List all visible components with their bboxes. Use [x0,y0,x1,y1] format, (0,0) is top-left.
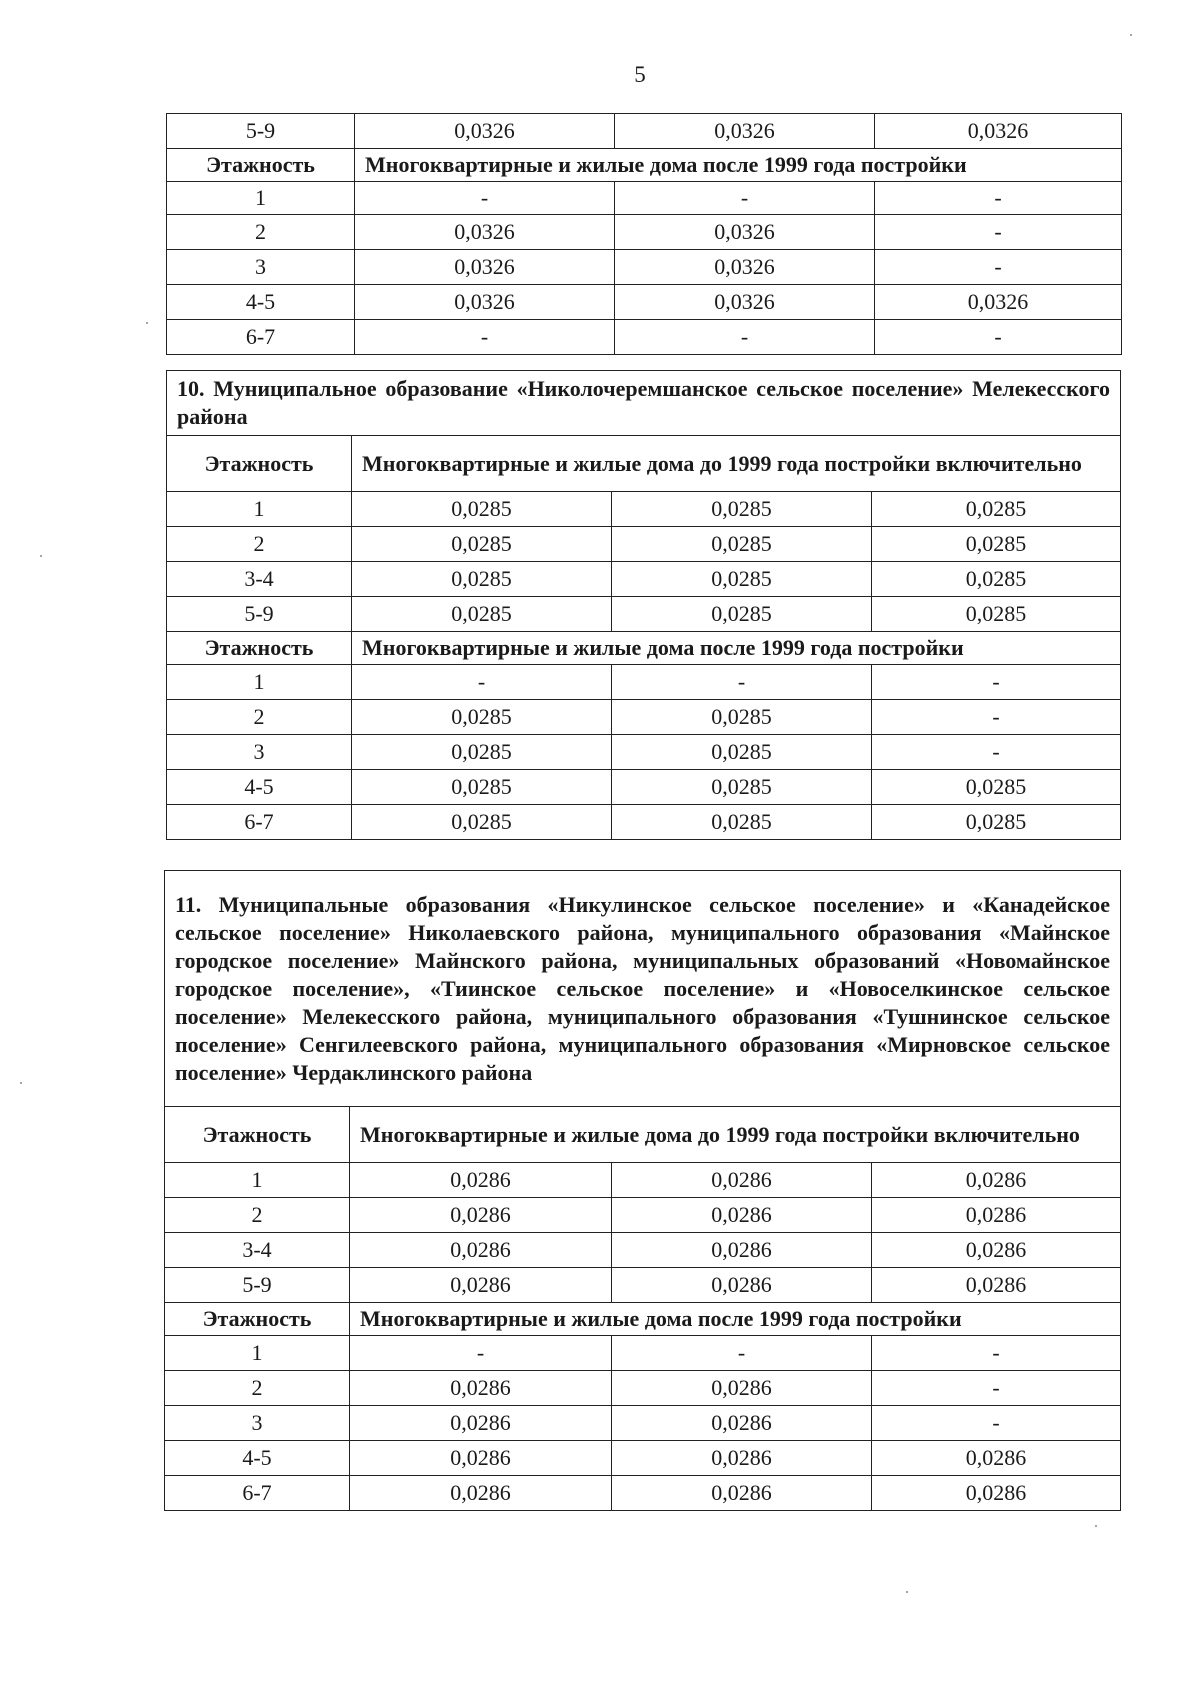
group-header: Многоквартирные и жилые дома до 1999 года постройки включительно [350,1107,1121,1163]
floors-cell: 1 [167,182,355,215]
section-title-row [165,871,1121,1107]
floors-cell: 3 [167,250,355,285]
floors-cell: 5-9 [165,1268,350,1303]
floors-cell: 6-7 [165,1476,350,1511]
tariff-table-s11 [164,870,1121,1511]
value-cell: - [615,320,875,355]
value-cell: - [352,665,612,700]
value-cell: - [612,665,872,700]
table-header-row [165,1303,1121,1336]
value-cell: - [872,1406,1121,1441]
section-title: 11. Муниципальные образования «Никулинское сельское поселение» и «Канадейское сельское поселение» Николаевского района, муниципального образования «Майнское городское поселение» Майнского района, муниципальных образований «Новомайнское городское поселение», «Тиинское сельское поселение» и «Новоселкинское сельское поселение» Мелекесского района, муниципального образования «Тушнинское сельское поселение» Сенгилеевского района, муниципального образования «Мирновское сельское поселение» Чердаклинского района [165,871,1121,1107]
value-cell: 0,0326 [875,285,1122,320]
value-cell: 0,0285 [872,597,1121,632]
floors-cell: 2 [165,1371,350,1406]
value-cell: 0,0286 [612,1476,872,1511]
table-header-row [167,436,1121,492]
value-cell: 0,0285 [612,805,872,840]
floors-cell: 1 [167,665,352,700]
table-row [165,1441,1121,1476]
scan-speck [40,555,42,557]
floors-cell: 6-7 [167,805,352,840]
table-row [167,770,1121,805]
table-row [167,492,1121,527]
table-row [167,182,1122,215]
floors-cell: 3-4 [167,562,352,597]
value-cell: - [872,735,1121,770]
scan-speck [146,322,148,324]
section-11 [164,870,1120,1511]
floors-cell: 2 [167,700,352,735]
table-row [165,1163,1121,1198]
floors-cell: 3 [165,1406,350,1441]
table-header-row [167,632,1121,665]
value-cell: - [872,1371,1121,1406]
value-cell: 0,0285 [872,492,1121,527]
floors-cell: 4-5 [167,770,352,805]
section-9-continuation [166,113,1121,355]
value-cell: 0,0286 [350,1233,612,1268]
value-cell: - [872,1336,1121,1371]
floors-cell: 2 [167,215,355,250]
table-header-row [165,1107,1121,1163]
value-cell: 0,0285 [872,562,1121,597]
floors-cell: 6-7 [167,320,355,355]
table-row [165,1336,1121,1371]
value-cell: 0,0285 [352,805,612,840]
table-row [165,1406,1121,1441]
scan-speck [1130,34,1132,36]
value-cell: 0,0326 [615,250,875,285]
floors-cell: 1 [167,492,352,527]
section-10 [166,370,1120,840]
value-cell: 0,0286 [872,1233,1121,1268]
value-cell: 0,0326 [355,215,615,250]
table-row [167,285,1122,320]
table-row [165,1268,1121,1303]
table-row [167,562,1121,597]
table-row [167,805,1121,840]
value-cell: 0,0286 [612,1371,872,1406]
group-header: Многоквартирные и жилые дома после 1999 года постройки [352,632,1121,665]
value-cell: 0,0285 [612,492,872,527]
value-cell: - [612,1336,872,1371]
group-header: Многоквартирные и жилые дома после 1999 года постройки [350,1303,1121,1336]
value-cell: 0,0285 [612,735,872,770]
table-row [167,320,1122,355]
floors-header: Этажность [165,1303,350,1336]
value-cell: 0,0285 [352,597,612,632]
table-row [167,665,1121,700]
value-cell: 0,0285 [352,735,612,770]
floors-header: Этажность [165,1107,350,1163]
table-row [165,1371,1121,1406]
table-row [165,1476,1121,1511]
value-cell: 0,0326 [355,285,615,320]
value-cell: - [355,182,615,215]
value-cell: - [875,320,1122,355]
value-cell: - [875,215,1122,250]
value-cell: 0,0285 [352,562,612,597]
value-cell: - [872,665,1121,700]
value-cell: 0,0285 [872,770,1121,805]
floors-cell: 4-5 [165,1441,350,1476]
table-row [167,597,1121,632]
tariff-table-s9 [166,113,1122,355]
value-cell: - [872,700,1121,735]
table-row [165,1198,1121,1233]
floors-header: Этажность [167,149,355,182]
value-cell: 0,0286 [350,1198,612,1233]
value-cell: 0,0326 [355,250,615,285]
table-row [167,700,1121,735]
value-cell: 0,0286 [612,1268,872,1303]
section-title: 10. Муниципальное образование «Николочеремшанское сельское поселение» Мелекесского района [167,371,1121,436]
value-cell: 0,0286 [350,1406,612,1441]
value-cell: 0,0286 [612,1406,872,1441]
value-cell: 0,0286 [350,1163,612,1198]
tariff-table-s10 [166,370,1121,840]
floors-cell: 5-9 [167,114,355,149]
value-cell: 0,0286 [872,1163,1121,1198]
value-cell: 0,0326 [615,114,875,149]
value-cell: 0,0286 [350,1371,612,1406]
group-header: Многоквартирные и жилые дома до 1999 года постройки включительно [352,436,1121,492]
value-cell: 0,0286 [612,1163,872,1198]
value-cell: 0,0326 [875,114,1122,149]
value-cell: - [355,320,615,355]
value-cell: 0,0285 [352,700,612,735]
value-cell: 0,0326 [615,285,875,320]
value-cell: - [875,182,1122,215]
floors-cell: 4-5 [167,285,355,320]
value-cell: 0,0286 [350,1476,612,1511]
value-cell: 0,0285 [872,805,1121,840]
value-cell: 0,0285 [352,492,612,527]
value-cell: 0,0285 [612,562,872,597]
value-cell: 0,0285 [612,527,872,562]
value-cell: - [350,1336,612,1371]
value-cell: 0,0286 [872,1441,1121,1476]
value-cell: 0,0285 [872,527,1121,562]
table-row [167,215,1122,250]
value-cell: 0,0286 [612,1233,872,1268]
value-cell: - [875,250,1122,285]
value-cell: 0,0286 [872,1198,1121,1233]
value-cell: 0,0326 [615,215,875,250]
value-cell: 0,0285 [612,700,872,735]
value-cell: 0,0286 [612,1198,872,1233]
table-row [165,1233,1121,1268]
group-header: Многоквартирные и жилые дома после 1999 года постройки [355,149,1122,182]
floors-cell: 1 [165,1336,350,1371]
value-cell: 0,0285 [612,597,872,632]
table-row [167,250,1122,285]
floors-cell: 3-4 [165,1233,350,1268]
table-row [167,114,1122,149]
value-cell: 0,0286 [872,1476,1121,1511]
scan-speck [906,1591,908,1593]
floors-cell: 2 [167,527,352,562]
scan-speck [20,1082,22,1084]
floors-header: Этажность [167,632,352,665]
value-cell: 0,0286 [872,1268,1121,1303]
scan-speck [1095,1525,1097,1527]
table-header-row [167,149,1122,182]
value-cell: 0,0286 [350,1441,612,1476]
value-cell: 0,0285 [352,527,612,562]
page-number: 5 [634,62,646,87]
floors-cell: 1 [165,1163,350,1198]
table-row [167,735,1121,770]
floors-cell: 2 [165,1198,350,1233]
value-cell: 0,0286 [612,1441,872,1476]
floors-cell: 3 [167,735,352,770]
table-row [167,527,1121,562]
value-cell: 0,0326 [355,114,615,149]
section-title-row [167,371,1121,436]
value-cell: 0,0286 [350,1268,612,1303]
floors-header: Этажность [167,436,352,492]
value-cell: 0,0285 [352,770,612,805]
value-cell: - [615,182,875,215]
floors-cell: 5-9 [167,597,352,632]
value-cell: 0,0285 [612,770,872,805]
